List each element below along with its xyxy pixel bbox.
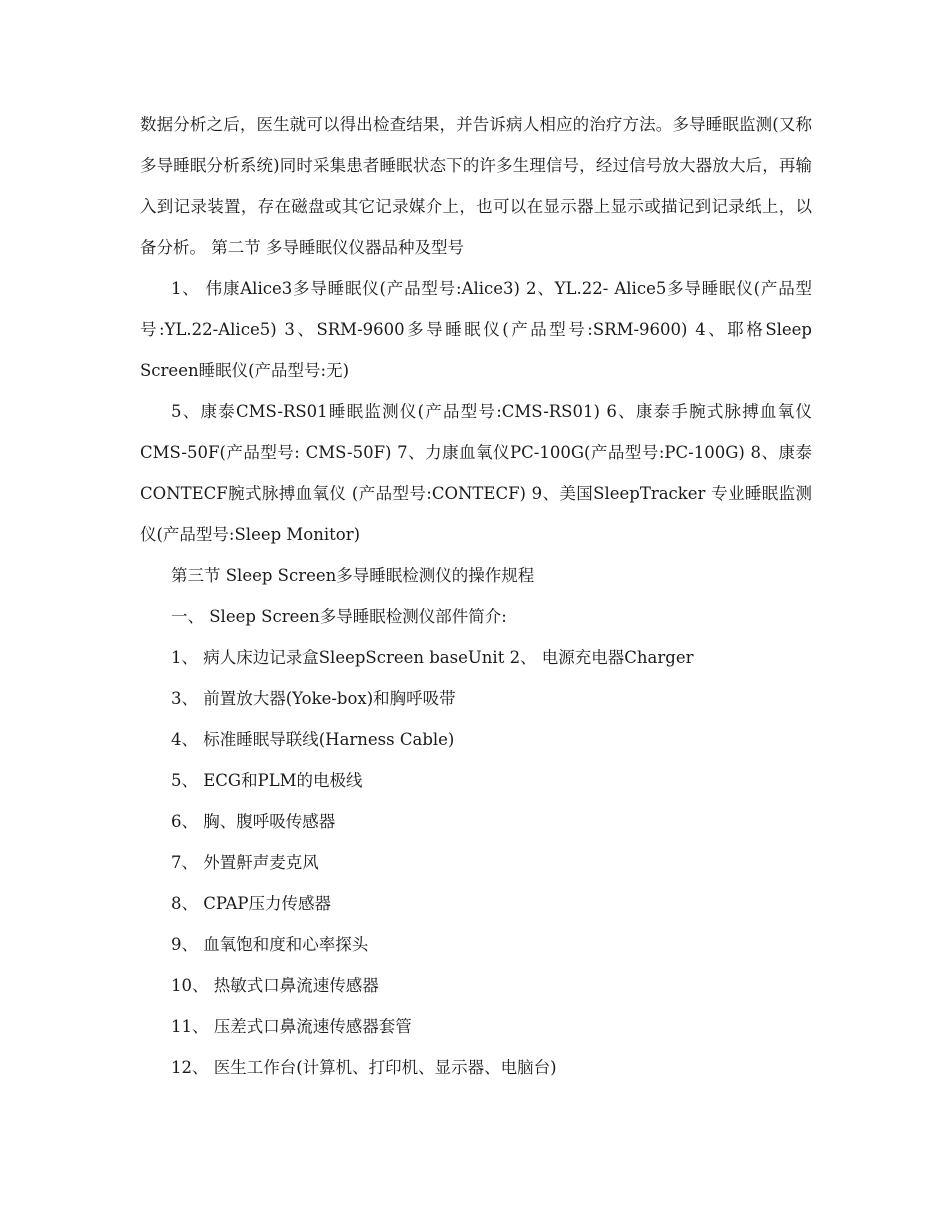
subsection-title: 一、 Sleep Screen多导睡眠检测仪部件简介: [171, 607, 507, 626]
list-item: 10、 热敏式口鼻流速传感器 [171, 976, 379, 995]
list-item: 12、 医生工作台(计算机、打印机、显示器、电脑台) [171, 1058, 557, 1077]
list-item: 3、 前置放大器(Yoke-box)和胸呼吸带 [171, 689, 456, 708]
list-item: 7、 外置鼾声麦克风 [171, 853, 319, 872]
list-item: 11、 压差式口鼻流速传感器套管 [171, 1017, 412, 1036]
section-title: 第三节 Sleep Screen多导睡眠检测仪的操作规程 [171, 566, 535, 585]
list-item: 8、 CPAP压力传感器 [171, 894, 331, 913]
list-item: 1、 病人床边记录盒SleepScreen baseUnit 2、 电源充电器Charger [171, 648, 694, 667]
list-item: 5、 ECG和PLM的电极线 [171, 771, 363, 790]
list-item: 9、 血氧饱和度和心率探头 [171, 935, 369, 954]
list-item: 4、 标准睡眠导联线(Harness Cable) [171, 730, 455, 749]
paragraph-models-1: 1、 伟康Alice3多导睡眠仪(产品型号:Alice3) 2、YL.22- Alice5多导睡眠仪(产品型号:YL.22-Alice5) 3、SRM-9600多导睡眠仪(产品型号:SRM-9600) 4、耶格Sleep Screen睡眠仪(产品型号:无) [140, 279, 812, 380]
document-body [140, 104, 812, 1088]
paragraph-intro: 数据分析之后，医生就可以得出检查结果，并告诉病人相应的治疗方法。多导睡眠监测(又称多导睡眠分析系统)同时采集患者睡眠状态下的许多生理信号，经过信号放大器放大后，再输入到记录装置，存在磁盘或其它记录媒介上，也可以在显示器上显示或描记到记录纸上，以备分析。 第二节 多导睡眠仪仪器品种及型号 [140, 115, 812, 257]
paragraph-models-2: 5、康泰CMS-RS01睡眠监测仪(产品型号:CMS-RS01) 6、康泰手腕式脉搏血氧仪CMS-50F(产品型号: CMS-50F) 7、力康血氧仪PC-100G(产品型号:PC-100G) 8、康泰CONTECF腕式脉搏血氧仪 (产品型号:CONTECF) 9、美国SleepTracker 专业睡眠监测仪(产品型号:Sleep Monitor) [140, 402, 812, 544]
list-item: 6、 胸、腹呼吸传感器 [171, 812, 336, 831]
